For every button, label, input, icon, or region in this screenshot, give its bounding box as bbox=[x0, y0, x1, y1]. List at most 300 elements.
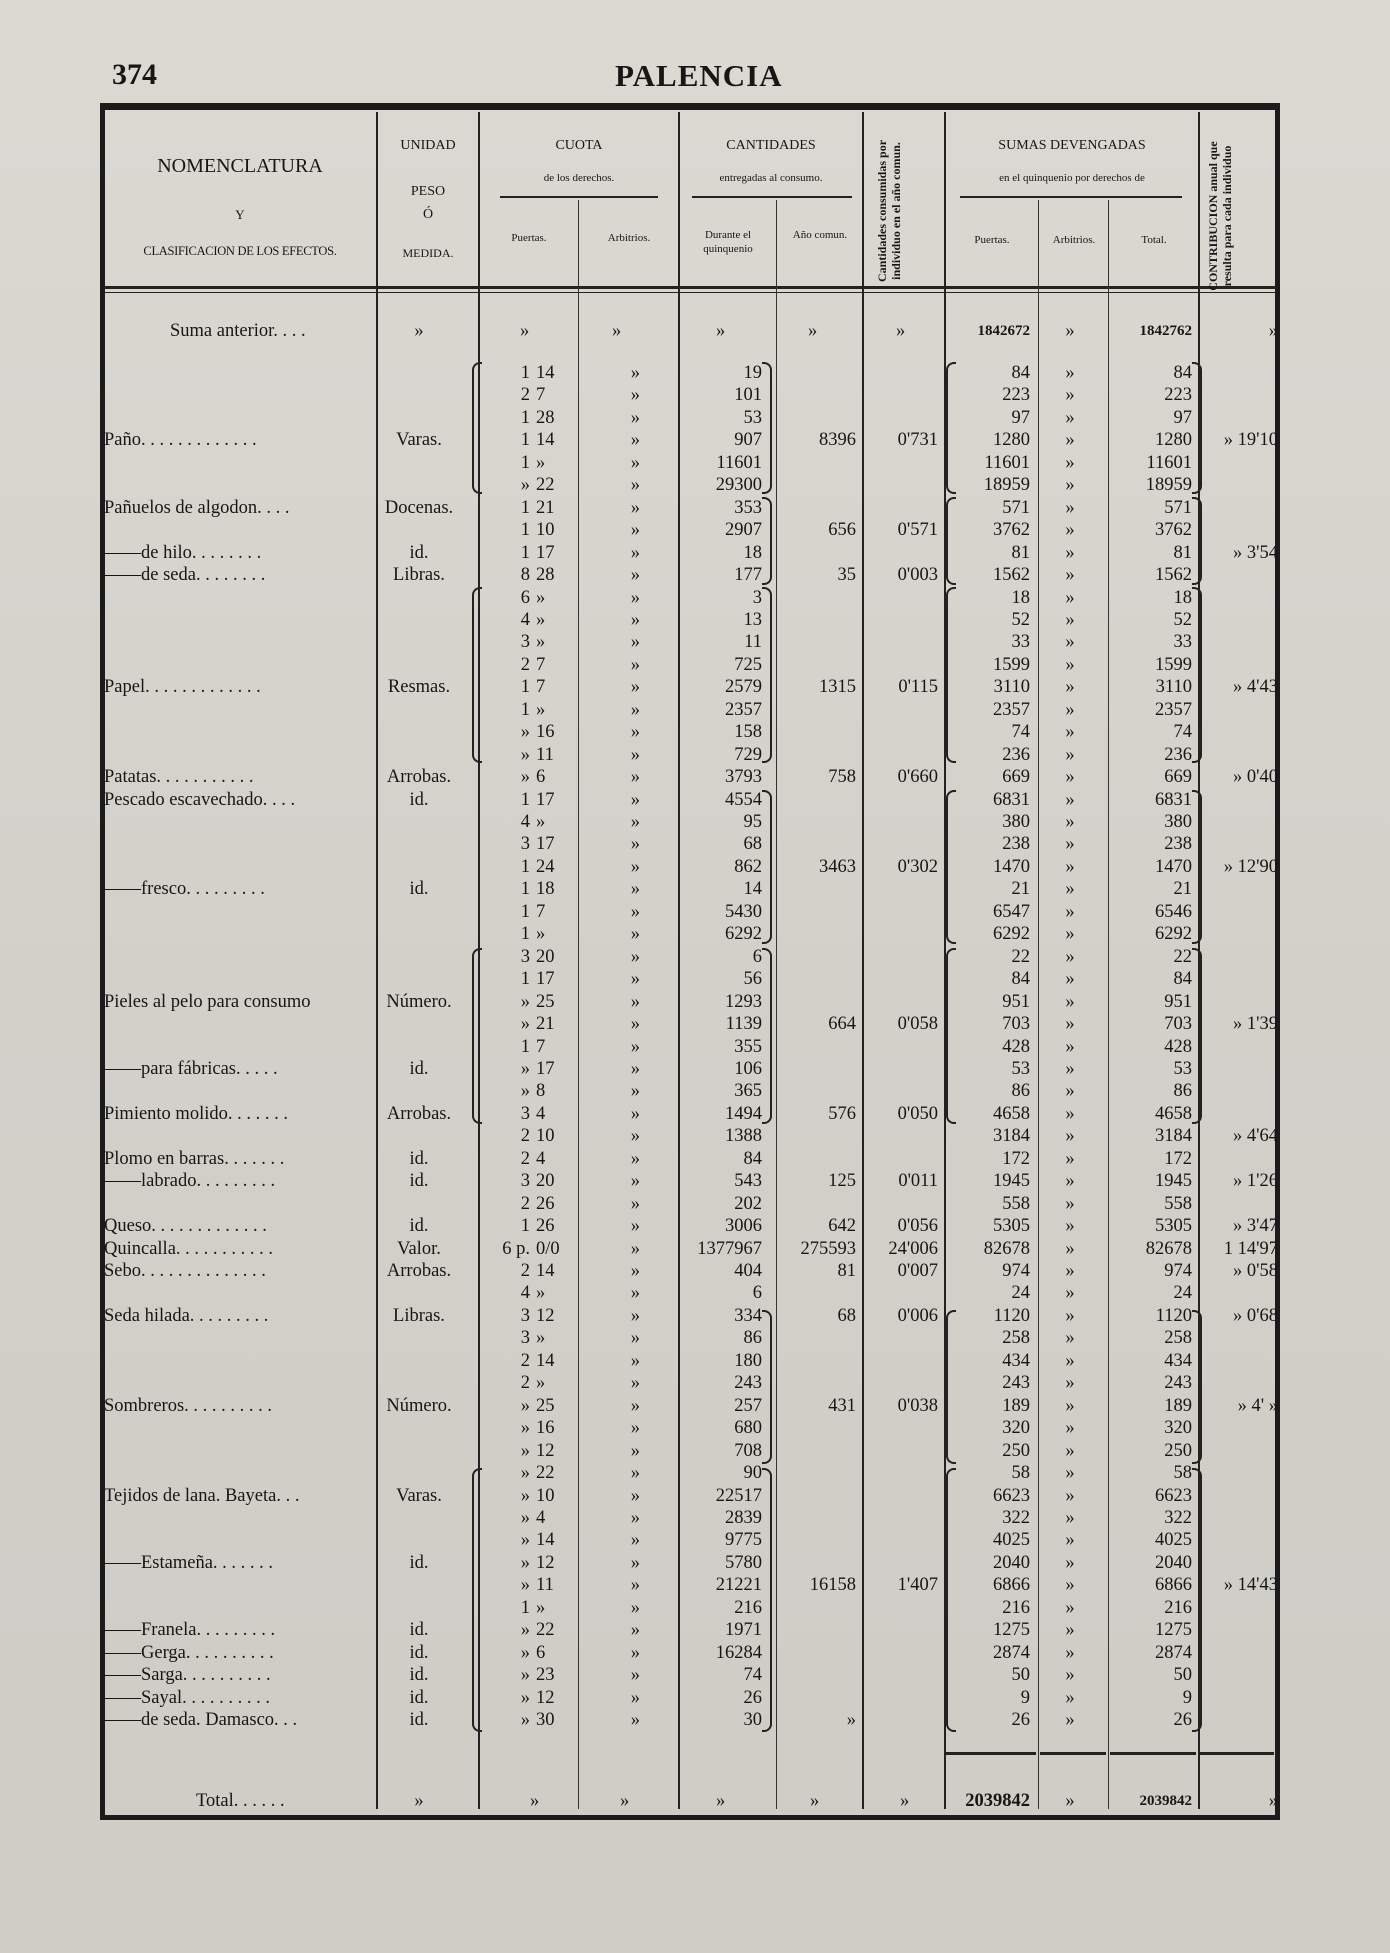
cell-sp: 951 bbox=[1002, 991, 1030, 1012]
cell-dur: 84 bbox=[743, 1148, 762, 1169]
brace-pescado-sumas bbox=[946, 790, 956, 944]
table-row bbox=[0, 923, 1390, 945]
cell-st: 1280 bbox=[1155, 430, 1192, 451]
cell-st: 24 bbox=[1173, 1283, 1192, 1304]
cell-unit: id. bbox=[409, 879, 429, 900]
suma-anterior-row bbox=[0, 320, 1390, 342]
cell-arb: » bbox=[630, 1193, 640, 1214]
suma-anterior-unit: » bbox=[414, 321, 424, 341]
table-row bbox=[0, 856, 1390, 878]
cell-name: ——fresco. . . . . . . . . bbox=[104, 879, 265, 900]
cell-p2: 12 bbox=[536, 1305, 555, 1326]
cell-st: 18 bbox=[1173, 587, 1192, 608]
cell-sp: 558 bbox=[1002, 1193, 1030, 1214]
cell-st: 82678 bbox=[1145, 1238, 1192, 1259]
cell-st: 236 bbox=[1164, 744, 1192, 765]
cell-p2: 22 bbox=[536, 1463, 555, 1484]
cell-p2: 21 bbox=[536, 1014, 555, 1035]
brace-pieles-cant bbox=[762, 948, 772, 1124]
cell-con: » 0'40 bbox=[1233, 767, 1278, 788]
cell-sa: » bbox=[1065, 1216, 1075, 1237]
cell-sa: » bbox=[1065, 654, 1075, 675]
total-s-puertas: 2039842 bbox=[965, 1791, 1030, 1811]
cell-dur: 3793 bbox=[725, 767, 762, 788]
cell-sp: 24 bbox=[1011, 1283, 1030, 1304]
cell-p1: » bbox=[520, 1014, 530, 1035]
cell-dur: 3006 bbox=[725, 1216, 762, 1237]
header-cuota: CUOTA bbox=[555, 138, 603, 153]
cell-sa: » bbox=[1065, 789, 1075, 810]
cell-p2: » bbox=[536, 1373, 546, 1394]
cell-p2: 0/0 bbox=[536, 1238, 560, 1259]
total-row bbox=[0, 1790, 1390, 1812]
cell-unit: Libras. bbox=[393, 565, 445, 586]
cell-p1: 1 bbox=[520, 789, 530, 810]
cell-sa: » bbox=[1065, 1373, 1075, 1394]
cell-name: ——de hilo. . . . . . . . bbox=[104, 542, 262, 563]
cell-arb: » bbox=[630, 1328, 640, 1349]
suma-anterior-arbitrios: » bbox=[612, 321, 622, 341]
cell-sp: 97 bbox=[1011, 407, 1030, 428]
cell-unit: id. bbox=[409, 1642, 429, 1663]
cell-p1: » bbox=[520, 1642, 530, 1663]
cell-ind: 0'006 bbox=[897, 1305, 938, 1326]
cell-ind: 0'660 bbox=[897, 767, 938, 788]
cell-st: 84 bbox=[1173, 363, 1192, 383]
cell-dur: 106 bbox=[734, 1058, 762, 1079]
table-row bbox=[0, 631, 1390, 653]
table-row bbox=[0, 676, 1390, 698]
cell-sp: 6866 bbox=[993, 1575, 1030, 1596]
cell-arb: » bbox=[630, 632, 640, 653]
cell-arb: » bbox=[630, 1148, 640, 1169]
cell-arb: » bbox=[630, 1710, 640, 1730]
cell-st: 380 bbox=[1164, 812, 1192, 832]
suma-anterior-ind: » bbox=[896, 321, 906, 341]
cell-p2: » bbox=[536, 924, 546, 945]
cell-st: 86 bbox=[1173, 1081, 1192, 1102]
cell-dur: 177 bbox=[734, 565, 762, 586]
cell-dur: 1139 bbox=[725, 1014, 762, 1035]
header-durante: Durante el quinquenio bbox=[703, 229, 753, 255]
table-row bbox=[0, 1103, 1390, 1125]
cell-sp: 11601 bbox=[984, 452, 1030, 473]
cell-p1: » bbox=[520, 1463, 530, 1484]
cell-arb: » bbox=[630, 1440, 640, 1461]
cell-p1: 2 bbox=[520, 1350, 530, 1371]
table-row bbox=[0, 384, 1390, 406]
cell-sp: 320 bbox=[1002, 1418, 1030, 1439]
cell-arb: » bbox=[630, 565, 640, 586]
cell-sa: » bbox=[1065, 1642, 1075, 1663]
table-row bbox=[0, 1507, 1390, 1529]
cell-arb: » bbox=[630, 654, 640, 675]
cell-dur: 74 bbox=[743, 1665, 762, 1686]
cell-dur: 1971 bbox=[725, 1620, 762, 1641]
cell-p2: 18 bbox=[536, 879, 555, 900]
cell-st: 58 bbox=[1173, 1463, 1192, 1484]
cell-p2: 14 bbox=[536, 430, 555, 451]
cell-ano: 758 bbox=[828, 767, 856, 788]
brace-panuelos-sumas bbox=[946, 497, 956, 585]
table-row bbox=[0, 1260, 1390, 1282]
cell-st: 6623 bbox=[1155, 1485, 1192, 1506]
cell-dur: 68 bbox=[743, 834, 762, 855]
cell-dur: 11601 bbox=[716, 452, 762, 473]
cell-dur: 9775 bbox=[725, 1530, 762, 1551]
cell-arb: » bbox=[630, 1507, 640, 1528]
cell-dur: 2839 bbox=[725, 1507, 762, 1528]
cell-unit: id. bbox=[409, 1552, 429, 1573]
header-nomenclatura: NOMENCLATURA bbox=[157, 155, 323, 177]
cell-sa: » bbox=[1065, 542, 1075, 563]
cell-dur: 16284 bbox=[715, 1642, 762, 1663]
cell-arb: » bbox=[630, 744, 640, 765]
brace-tejidos-cant bbox=[762, 1468, 772, 1732]
cell-arb: » bbox=[630, 1036, 640, 1057]
cell-p1: 3 bbox=[520, 946, 530, 967]
cell-p1: 1 bbox=[520, 924, 530, 945]
cell-sa: » bbox=[1065, 1530, 1075, 1551]
cell-p2: 17 bbox=[536, 789, 555, 810]
cell-p2: 4 bbox=[536, 1148, 546, 1169]
cell-p2: 14 bbox=[536, 1350, 555, 1371]
cell-p1: 1 bbox=[520, 520, 530, 541]
cell-p1: 1 bbox=[520, 1216, 530, 1237]
cell-arb: » bbox=[630, 699, 640, 720]
cell-p2: 22 bbox=[536, 475, 555, 496]
cell-p2: 12 bbox=[536, 1440, 555, 1461]
cell-con: » 4' » bbox=[1237, 1395, 1278, 1416]
cell-arb: » bbox=[630, 677, 640, 698]
cell-unit: Varas. bbox=[396, 1485, 442, 1506]
cell-st: 1599 bbox=[1155, 654, 1192, 675]
cell-con: 1 14'97 bbox=[1223, 1238, 1278, 1259]
cell-sp: 2040 bbox=[993, 1552, 1030, 1573]
cell-arb: » bbox=[630, 609, 640, 630]
cell-sp: 26 bbox=[1011, 1710, 1030, 1730]
cell-con: » 19'10 bbox=[1223, 430, 1278, 451]
cell-p2: » bbox=[536, 452, 546, 473]
cell-arb: » bbox=[630, 789, 640, 810]
cell-ano: 1315 bbox=[819, 677, 856, 698]
cell-arb: » bbox=[630, 475, 640, 496]
cell-name: Pescado escavechado. . . . bbox=[104, 789, 296, 810]
cell-arb: » bbox=[630, 1597, 640, 1618]
cell-dur: 907 bbox=[734, 430, 762, 451]
cell-p1: 1 bbox=[520, 407, 530, 428]
cell-ind: 0'038 bbox=[897, 1395, 938, 1416]
cell-p1: 1 bbox=[520, 363, 530, 383]
cell-p1: 3 bbox=[520, 1103, 530, 1124]
cell-arb: » bbox=[630, 1395, 640, 1416]
cell-p2: 26 bbox=[536, 1193, 555, 1214]
cell-p2: 10 bbox=[536, 1485, 555, 1506]
cell-sa: » bbox=[1065, 1126, 1075, 1147]
cell-arb: » bbox=[630, 1103, 640, 1124]
suma-anterior-s-arbitrios: » bbox=[1065, 321, 1075, 341]
cell-p1: 2 bbox=[520, 1126, 530, 1147]
cell-st: 97 bbox=[1173, 407, 1192, 428]
cell-arb: » bbox=[630, 901, 640, 922]
cell-name: Queso. . . . . . . . . . . . . bbox=[104, 1216, 267, 1237]
cell-sp: 5305 bbox=[993, 1216, 1030, 1237]
cell-dur: 21221 bbox=[715, 1575, 762, 1596]
cell-p1: 2 bbox=[520, 1193, 530, 1214]
table-row bbox=[0, 497, 1390, 519]
cell-p2: 25 bbox=[536, 991, 555, 1012]
cell-sp: 18959 bbox=[983, 475, 1030, 496]
cell-arb: » bbox=[630, 363, 640, 383]
cell-sa: » bbox=[1065, 452, 1075, 473]
cell-sa: » bbox=[1065, 1507, 1075, 1528]
cell-ano: 431 bbox=[828, 1395, 856, 1416]
table-row bbox=[0, 766, 1390, 788]
cell-sa: » bbox=[1065, 744, 1075, 765]
cell-p2: » bbox=[536, 587, 546, 608]
cell-p2: 12 bbox=[536, 1552, 555, 1573]
cell-sp: 974 bbox=[1002, 1261, 1030, 1281]
cell-sa: » bbox=[1065, 475, 1075, 496]
cell-st: 250 bbox=[1164, 1440, 1192, 1461]
cell-p1: » bbox=[520, 1418, 530, 1439]
cell-sp: 53 bbox=[1011, 1058, 1030, 1079]
table-row bbox=[0, 519, 1390, 541]
cell-sa: » bbox=[1065, 1440, 1075, 1461]
cell-p1: 2 bbox=[520, 1373, 530, 1394]
cell-p1: 6 bbox=[520, 587, 530, 608]
cell-sa: » bbox=[1065, 722, 1075, 743]
cell-con: » 0'68 bbox=[1233, 1305, 1278, 1326]
table-row bbox=[0, 1125, 1390, 1147]
cell-st: 3184 bbox=[1155, 1126, 1192, 1147]
cell-dur: 53 bbox=[743, 407, 762, 428]
cell-st: 1945 bbox=[1155, 1171, 1192, 1192]
cell-p1: 4 bbox=[520, 609, 530, 630]
header-clasificacion: CLASIFICACION DE LOS EFECTOS. bbox=[143, 244, 337, 258]
cell-st: 9 bbox=[1182, 1687, 1192, 1708]
cell-sa: » bbox=[1065, 946, 1075, 967]
cell-arb: » bbox=[630, 497, 640, 518]
cell-p2: 28 bbox=[536, 565, 555, 586]
cell-dur: 86 bbox=[743, 1328, 762, 1349]
cell-st: 1470 bbox=[1155, 856, 1192, 877]
table-row bbox=[0, 1529, 1390, 1551]
cell-ano: 81 bbox=[837, 1261, 856, 1281]
cell-sp: 6292 bbox=[993, 924, 1030, 945]
cell-p1: 1 bbox=[520, 677, 530, 698]
cell-ind: 0'011 bbox=[898, 1171, 938, 1192]
cell-arb: » bbox=[630, 879, 640, 900]
cell-unit: Resmas. bbox=[387, 677, 451, 698]
cell-sp: 4025 bbox=[993, 1530, 1030, 1551]
cell-sp: 74 bbox=[1011, 722, 1030, 743]
cell-sp: 6831 bbox=[993, 789, 1030, 810]
cell-con: » 0'58 bbox=[1233, 1261, 1278, 1281]
cell-p2: 20 bbox=[536, 1171, 555, 1192]
cell-ano: 68 bbox=[837, 1305, 856, 1326]
total-rule-puertas bbox=[946, 1752, 1036, 1755]
table-row bbox=[0, 1417, 1390, 1439]
cell-st: 434 bbox=[1164, 1350, 1192, 1371]
cell-unit: id. bbox=[409, 1058, 429, 1079]
page-number: 374 bbox=[112, 58, 157, 91]
cell-p2: 26 bbox=[536, 1216, 555, 1237]
cell-sa: » bbox=[1065, 1305, 1075, 1326]
cell-ind: 0'007 bbox=[897, 1261, 938, 1281]
cell-arb: » bbox=[630, 1463, 640, 1484]
cell-p2: 23 bbox=[536, 1665, 555, 1686]
cell-ind: 0'731 bbox=[897, 430, 938, 451]
cell-st: 238 bbox=[1164, 834, 1192, 855]
total-arbitrios: » bbox=[620, 1791, 630, 1811]
cell-p1: 1 bbox=[520, 542, 530, 563]
cell-dur: 353 bbox=[734, 497, 762, 518]
cell-sa: » bbox=[1065, 879, 1075, 900]
cell-ano: 16158 bbox=[809, 1575, 856, 1596]
cell-p2: 22 bbox=[536, 1620, 555, 1641]
brace-pano-sumas bbox=[946, 362, 956, 494]
cell-dur: 56 bbox=[743, 969, 762, 990]
cell-st: 3762 bbox=[1155, 520, 1192, 541]
cell-st: 2874 bbox=[1155, 1642, 1192, 1663]
cell-arb: » bbox=[630, 1216, 640, 1237]
brace-tejidos-cuota bbox=[472, 1468, 482, 1732]
cell-dur: 13 bbox=[743, 609, 762, 630]
cell-arb: » bbox=[630, 1485, 640, 1506]
cell-dur: 862 bbox=[734, 856, 762, 877]
cell-ano: 642 bbox=[828, 1216, 856, 1237]
cell-arb: » bbox=[630, 1283, 640, 1304]
cell-unit: Libras. bbox=[393, 1305, 445, 1326]
total-s-total: 2039842 bbox=[1139, 1793, 1192, 1809]
cell-p2: 16 bbox=[536, 722, 555, 743]
suma-anterior-s-total: 1842762 bbox=[1139, 323, 1192, 339]
cell-dur: 22517 bbox=[715, 1485, 762, 1506]
cell-p1: » bbox=[520, 1395, 530, 1416]
cell-sa: » bbox=[1065, 856, 1075, 877]
cell-arb: » bbox=[630, 430, 640, 451]
cell-sa: » bbox=[1065, 1328, 1075, 1349]
cell-p2: 8 bbox=[536, 1081, 546, 1102]
cell-sa: » bbox=[1065, 1575, 1075, 1596]
cell-unit: id. bbox=[409, 1710, 429, 1730]
cell-p2: 12 bbox=[536, 1687, 555, 1708]
brace-pano-total bbox=[1192, 362, 1202, 494]
cell-st: 26 bbox=[1173, 1710, 1192, 1730]
total-rule-arbitrios bbox=[1040, 1752, 1106, 1755]
table-row bbox=[0, 1372, 1390, 1394]
cell-sp: 52 bbox=[1011, 609, 1030, 630]
cell-p1: 4 bbox=[520, 812, 530, 832]
header-cantidades: CANTIDADES bbox=[726, 138, 816, 153]
suma-anterior-contrib: » bbox=[1268, 321, 1278, 341]
cell-dur: 355 bbox=[734, 1036, 762, 1057]
cell-p2: 11 bbox=[536, 1575, 554, 1596]
cell-dur: 1388 bbox=[725, 1126, 762, 1147]
cell-p2: 24 bbox=[536, 856, 555, 877]
table-row bbox=[0, 744, 1390, 766]
cell-name: ——Gerga. . . . . . . . . . bbox=[104, 1642, 274, 1663]
cell-dur: 243 bbox=[734, 1373, 762, 1394]
cell-sa: » bbox=[1065, 1238, 1075, 1259]
cell-st: 11601 bbox=[1146, 452, 1192, 473]
cell-p1: 1 bbox=[520, 497, 530, 518]
header-unidad: UNIDAD bbox=[400, 138, 456, 153]
cell-sp: 571 bbox=[1002, 497, 1030, 518]
cell-sa: » bbox=[1065, 969, 1075, 990]
cell-sa: » bbox=[1065, 1014, 1075, 1035]
cell-sa: » bbox=[1065, 1103, 1075, 1124]
cell-sa: » bbox=[1065, 520, 1075, 541]
cell-name: Pañuelos de algodon. . . . bbox=[104, 497, 290, 518]
cell-con: » 3'47 bbox=[1233, 1216, 1278, 1237]
cell-st: 1562 bbox=[1155, 565, 1192, 586]
cell-st: 53 bbox=[1173, 1058, 1192, 1079]
brace-panuelos-cant bbox=[762, 497, 772, 585]
suma-anterior-puertas: » bbox=[520, 321, 530, 341]
cell-sp: 236 bbox=[1002, 744, 1030, 765]
table-row bbox=[0, 1552, 1390, 1574]
cell-sa: » bbox=[1065, 385, 1075, 406]
header-sumas: SUMAS DEVENGADAS bbox=[998, 138, 1146, 153]
cell-p2: » bbox=[536, 1597, 546, 1618]
cell-sp: 18 bbox=[1011, 587, 1030, 608]
cell-arb: » bbox=[630, 1418, 640, 1439]
cell-p1: » bbox=[520, 722, 530, 743]
cell-sa: » bbox=[1065, 1620, 1075, 1641]
cell-dur: 4554 bbox=[725, 789, 762, 810]
cell-sa: » bbox=[1065, 587, 1075, 608]
cell-arb: » bbox=[630, 991, 640, 1012]
cell-p1: » bbox=[520, 1710, 530, 1730]
cell-p1: 1 bbox=[520, 452, 530, 473]
table-row bbox=[0, 542, 1390, 564]
cell-dur: 5430 bbox=[725, 901, 762, 922]
table-row bbox=[0, 1597, 1390, 1619]
header-contribucion: CONTRIBUCION anual que resulta para cada individuo bbox=[1206, 141, 1234, 291]
table-row bbox=[0, 1058, 1390, 1080]
cell-ano: 125 bbox=[828, 1171, 856, 1192]
cell-sa: » bbox=[1065, 1552, 1075, 1573]
cell-p1: » bbox=[520, 475, 530, 496]
table-row bbox=[0, 1170, 1390, 1192]
total-s-arbitrios: » bbox=[1065, 1791, 1075, 1811]
cell-unit: Número. bbox=[386, 1395, 452, 1416]
cell-unit: id. bbox=[409, 1620, 429, 1641]
cell-sa: » bbox=[1065, 407, 1075, 428]
brace-pieles-cuota bbox=[472, 948, 482, 1124]
cell-name: Paño. . . . . . . . . . . . . bbox=[104, 430, 257, 451]
cell-arb: » bbox=[630, 1081, 640, 1102]
cell-sp: 84 bbox=[1011, 363, 1030, 383]
cell-name: Sombreros. . . . . . . . . . bbox=[104, 1395, 273, 1416]
cell-ind: 0'056 bbox=[897, 1216, 938, 1237]
cell-p1: » bbox=[520, 1665, 530, 1686]
cell-p1: 3 bbox=[520, 1171, 530, 1192]
cell-arb: » bbox=[630, 856, 640, 877]
cell-arb: » bbox=[630, 946, 640, 967]
cell-arb: » bbox=[630, 1552, 640, 1573]
cell-name: ——de seda. Damasco. . . bbox=[104, 1710, 298, 1730]
cell-sa: » bbox=[1065, 1463, 1075, 1484]
cell-dur: 216 bbox=[734, 1597, 762, 1618]
cell-p1: » bbox=[520, 1058, 530, 1079]
cell-arb: » bbox=[630, 1305, 640, 1326]
cell-st: 74 bbox=[1173, 722, 1192, 743]
table-row bbox=[0, 452, 1390, 474]
cell-arb: » bbox=[630, 542, 640, 563]
